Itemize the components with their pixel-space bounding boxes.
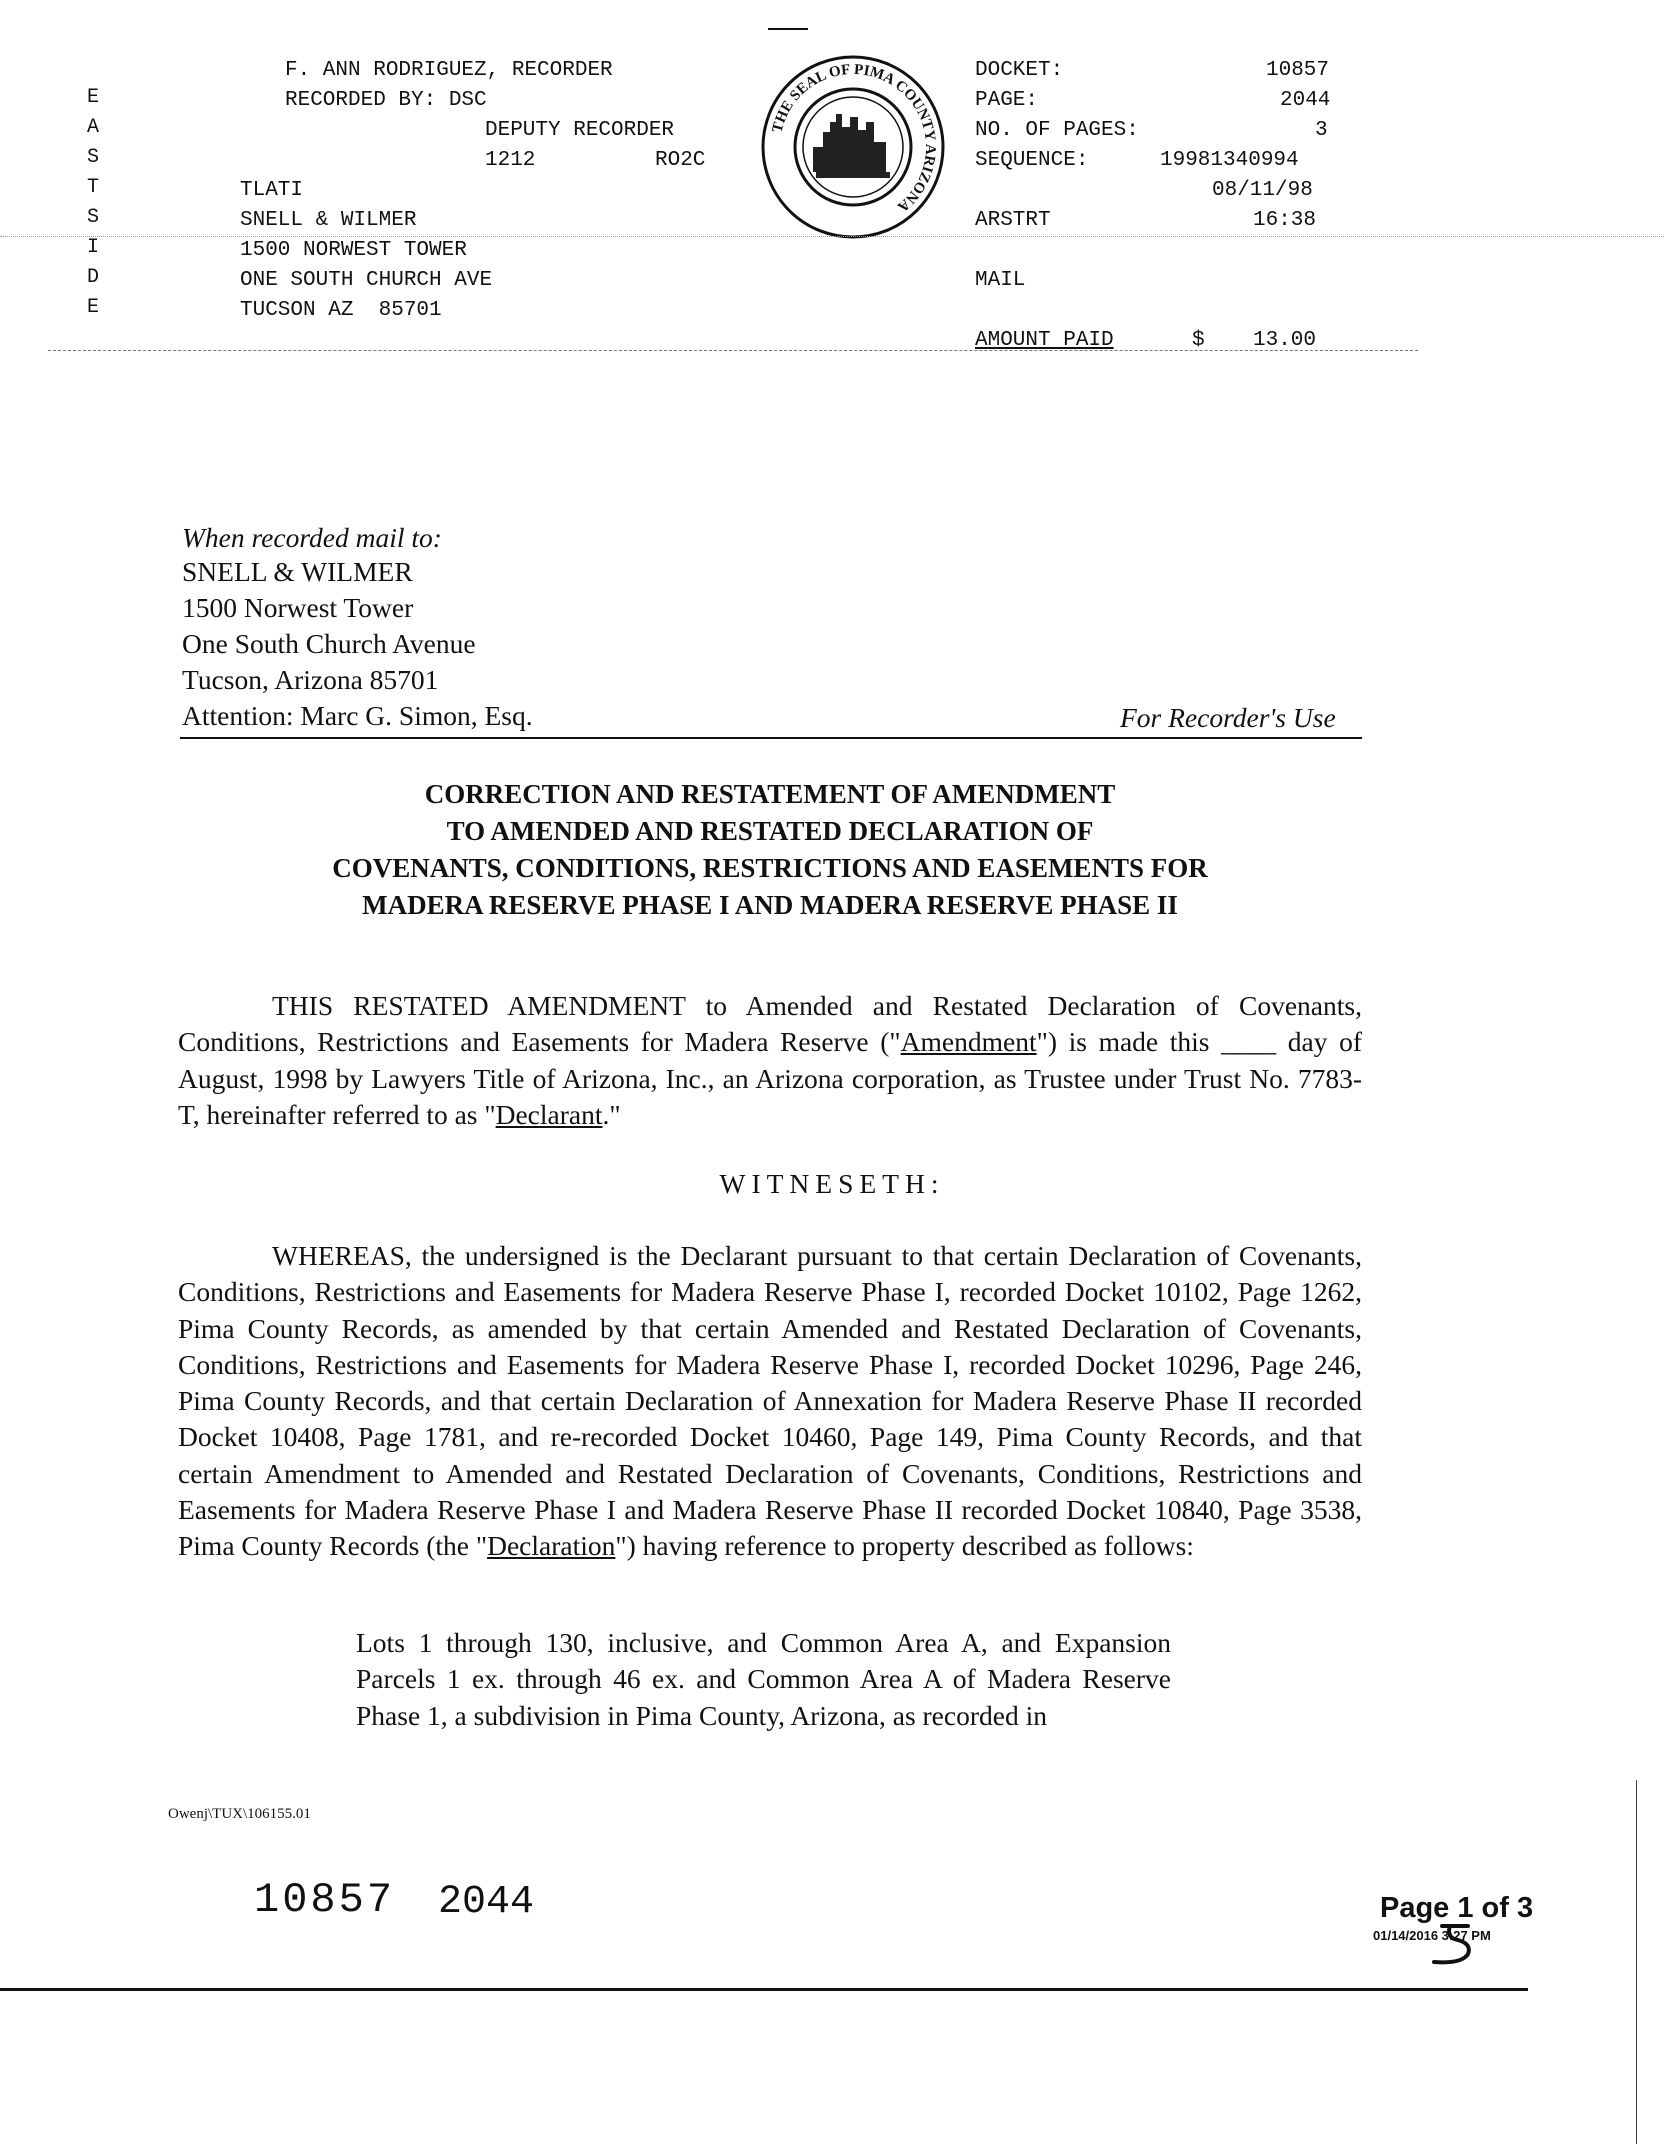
docket-value: 10857 (1266, 59, 1330, 82)
east-side-letter: A (87, 116, 100, 139)
addressee-line: ONE SOUTH CHURCH AVE (240, 269, 493, 292)
mail-to-line: One South Church Avenue (182, 628, 476, 659)
addressee-line: TLATI (240, 179, 304, 202)
page-label: PAGE: (975, 89, 1039, 112)
east-side-letter: T (87, 176, 100, 199)
east-side-letter: D (87, 266, 100, 289)
document-title-line: CORRECTION AND RESTATEMENT OF AMENDMENT (424, 779, 1116, 809)
recorded-by: RECORDED BY: DSC (285, 89, 487, 112)
document-title-line: MADERA RESERVE PHASE I AND MADERA RESERVE PHASE II (362, 890, 1178, 920)
page-value: 2044 (1280, 89, 1331, 112)
mail-to-heading: When recorded mail to: (182, 522, 442, 553)
header-bottom-rule (48, 350, 1418, 351)
amount-value: 13.00 (1253, 329, 1317, 352)
arstrt-label: ARSTRT (975, 209, 1051, 232)
sequence-value: 19981340994 (1160, 149, 1299, 172)
mail-to-rule (180, 737, 1362, 739)
handwritten-mark-icon (1428, 1920, 1492, 1968)
addressee-line: 1500 NORWEST TOWER (240, 239, 467, 262)
mail-to-line: SNELL & WILMER (182, 556, 413, 587)
east-side-letter: I (87, 236, 100, 259)
mail-to-line: Attention: Marc G. Simon, Esq. (182, 700, 533, 731)
addressee-line: TUCSON AZ 85701 (240, 299, 442, 322)
pages-value: 3 (1315, 119, 1328, 142)
amount-currency: $ (1192, 329, 1205, 352)
seal-text: THE SEAL OF PIMA COUNTY ARIZONA (769, 61, 939, 215)
east-side-letter: E (87, 86, 100, 109)
property-description: Lots 1 through 130, inclusive, and Common Area A, and Expansion Parcels 1 ex. through 46 ex. and Common Area A of Madera Reserve Phase 1, a subdivision in Pima County, Arizona, as recorded in (356, 1627, 1171, 1731)
docket-stamp: 10857 (254, 1876, 396, 1924)
addressee-line: SNELL & WILMER (240, 209, 417, 232)
witnesseth-heading: WITNESETH: (719, 1168, 945, 1199)
document-title-line: COVENANTS, CONDITIONS, RESTRICTIONS AND EASEMENTS FOR (332, 853, 1208, 883)
east-side-letter: S (87, 146, 100, 169)
document-title-line: TO AMENDED AND RESTATED DECLARATION OF (446, 816, 1094, 846)
scan-edge-line (1636, 1780, 1637, 2144)
declaration-term: Declaration (487, 1530, 616, 1562)
pages-label: NO. OF PAGES: (975, 119, 1139, 142)
mail-label: MAIL (975, 269, 1026, 292)
recorder-code: 1212 (485, 149, 536, 172)
recorder-name: F. ANN RODRIGUEZ, RECORDER (285, 59, 613, 82)
amendment-term: Amendment (900, 1026, 1037, 1058)
mail-to-line: 1500 Norwest Tower (182, 592, 414, 623)
record-time: 16:38 (1253, 209, 1317, 232)
file-reference: Owenj\TUX\106155.01 (168, 1806, 311, 1822)
recorder-use-label: For Recorder's Use (1120, 702, 1336, 733)
declarant-term: Declarant (495, 1098, 603, 1130)
east-side-letter: E (87, 296, 100, 319)
east-side-letter: S (87, 206, 100, 229)
deputy-recorder: DEPUTY RECORDER (485, 119, 675, 142)
header-divider (0, 236, 1664, 237)
footer-rule (0, 1988, 1528, 1991)
recorder-station: RO2C (655, 149, 706, 172)
amount-label: AMOUNT PAID (975, 329, 1114, 352)
print-timestamp: 01/14/2016 3:27 PM (1373, 1928, 1491, 1943)
mail-to-line: Tucson, Arizona 85701 (182, 664, 439, 695)
page-stamp: 2044 (438, 1880, 535, 1925)
record-date: 08/11/98 (1212, 179, 1313, 202)
whereas-paragraph: WHEREAS, the undersigned is the Declarant pursuant to that certain Declaration of Covenants, Conditions, Restrictions and Easements for Madera Reserve Phase I, recorded Docket 10102, Page 1262, Pima County Records, as amended by that certain Amended and Restated Declaration of Covenants, Conditions, Restrictions and Easements for Madera Reserve Phase I, recorded Docket 10296, Page 246, Pima County Records, and that certain Declaration of Annexation for Madera Reserve Phase II recorded Docket 10408, Page 1781, and re-recorded Docket 10460, Page 149, Pima County Records, and that certain Amendment to Amended and Restated Declaration of Covenants, Conditions, Restrictions and Easements for Madera Reserve Phase I and Madera Reserve Phase II recorded Docket 10840, Page 3538, Pima County Records (the "Declaration") having reference to property described as follows: (178, 1240, 1362, 1562)
docket-label: DOCKET: (975, 59, 1064, 82)
sequence-label: SEQUENCE: (975, 149, 1089, 172)
seal-top-mark (768, 28, 808, 30)
intro-paragraph: THIS RESTATED AMENDMENT to Amended and Restated Declaration of Covenants, Conditions, Restrictions and Easements for Madera Reserve ("Amendment") is made this ____ day of August, 1998 by Lawyers Title of Arizona, Inc., an Arizona corporation, as Trustee under Trust No. 7783-T, hereinafter referred to as "Declarant." (178, 990, 1362, 1130)
county-seal-icon (758, 52, 948, 242)
page-number: Page 1 of 3 (1380, 1892, 1534, 1924)
